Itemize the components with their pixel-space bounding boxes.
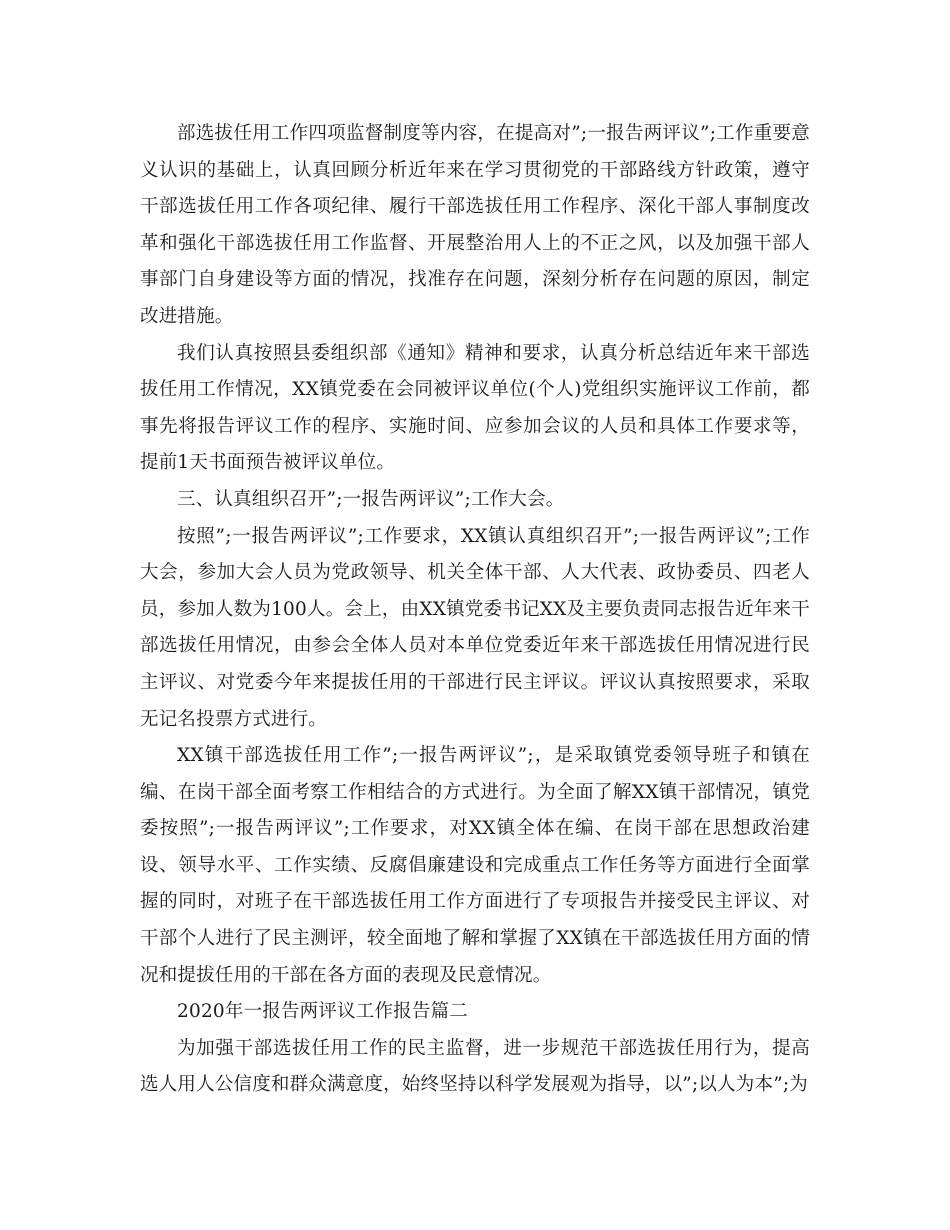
paragraph-evaluation-method: XX镇干部选拔任用工作”;一报告两评议”;，是采取镇党委领导班子和镇在编、在岗干部全面考察工作相结合的方式进行。为全面了解XX镇干部情况，镇党委按照”;一报告两评议”;工作要求，对XX镇全体在编、在岗干部在思想政治建设、领导水平、工作实绩、反腐倡廉建设和完成重点工作任务等方面进行全面掌握的同时，对班子在干部选拔任用工作方面进行了专项报告并接受民主评议、对干部个人进行了民主测评，较全面地了解和掌握了XX镇在干部选拔任用方面的情况和提拔任用的干部在各方面的表现及民意情况。 bbox=[140, 745, 810, 986]
paragraph-meeting-details: 按照”;一报告两评议”;工作要求，XX镇认真组织召开”;一报告两评议”;工作大会，参加大会人员为党政领导、机关全体干部、人大代表、政协委员、四老人员，参加人数为100人。会上，由XX镇党委书记XX及主要负责同志报告近年来干部选拔任用情况，由参会全体人员对本单位党委近年来干部选拔任用情况进行民主评议、对党委今年来提拔任用的干部进行民主评议。评议认真按照要求，采取无记名投票方式进行。 bbox=[140, 525, 810, 730]
report-title-part-two: 2020年一报告两评议工作报告篇二 bbox=[177, 1001, 468, 1023]
paragraph-supervision-review: 部选拔任用工作四项监督制度等内容，在提高对”;一报告两评议”;工作重要意义认识的基础上，认真回顾分析近年来在学习贯彻党的干部路线方针政策，遵守干部选拔任用工作各项纪律、履行干部选拔任用工作程序、深化干部人事制度改革和强化干部选拔任用工作监督、开展整治用人上的不正之风，以及加强干部人事部门自身建设等方面的情况，找准存在问题，深刻分析存在问题的原因，制定改进措施。 bbox=[140, 123, 810, 327]
document-body bbox=[140, 116, 810, 1104]
paragraph-part-two-intro: 为加强干部选拔任用工作的民主监督，进一步规范干部选拔任用行为，提高选人用人公信度和群众满意度，始终坚持以科学发展观为指导，以”;以人为本”;为 bbox=[140, 1037, 810, 1096]
paragraph-notice-requirements: 我们认真按照县委组织部《通知》精神和要求，认真分析总结近年来干部选拔任用工作情况，XX镇党委在会同被评议单位(个人)党组织实施评议工作前，都事先将报告评议工作的程序、实施时间、应参加会议的人员和具体工作要求等，提前1天书面预告被评议单位。 bbox=[140, 342, 810, 474]
section-heading-meeting: 三、认真组织召开”;一报告两评议”;工作大会。 bbox=[177, 488, 565, 510]
